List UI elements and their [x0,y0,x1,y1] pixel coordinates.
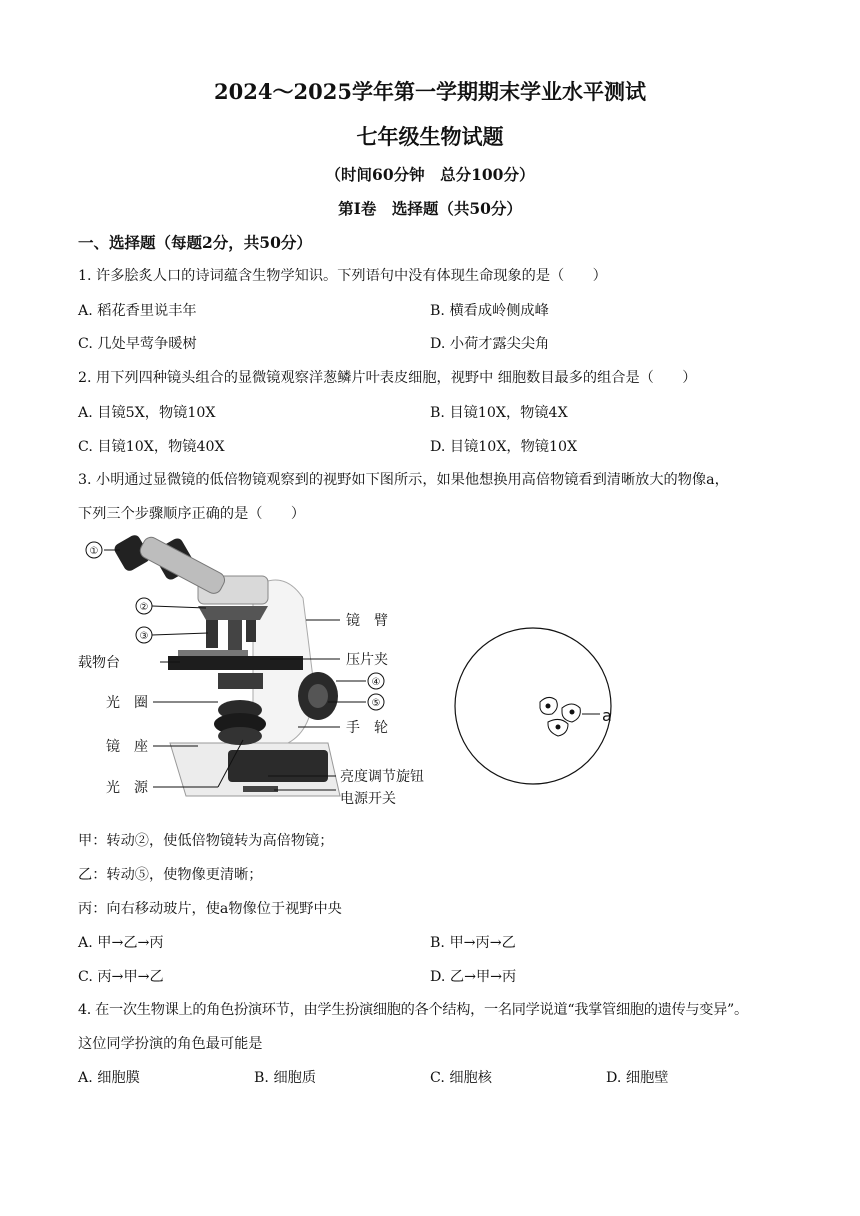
q2-option-a: A. 目镜5X，物镜10X [78,405,216,421]
marker-2: ② [139,602,149,613]
marker-5: ⑤ [371,698,381,709]
exam-subtitle: 七年级生物试题 [356,124,504,149]
part-title: 第Ⅰ卷 选择题（共50分） [338,199,522,218]
q1-option-c: C. 几处早莺争暖树 [78,336,197,352]
label-light-source: 光 源 [106,780,148,796]
q2-option-b: B. 目镜10X，物镜4X [430,405,568,421]
label-diaphragm: 光 圈 [106,695,148,711]
q1-option-a: A. 稻花香里说丰年 [78,303,197,319]
label-power-switch: 电源开关 [340,791,396,807]
q3-option-b: B. 甲→丙→乙 [430,935,516,951]
q4-option-d: D. 细胞壁 [606,1070,669,1086]
q1-option-b: B. 横看成岭侧成峰 [430,303,549,319]
field-of-view [455,628,612,784]
marker-4: ④ [371,677,381,688]
question-4-stem-line2: 这位同学扮演的角色最可能是 [78,1036,263,1052]
question-3-stem-line1: 3. 小明通过显微镜的低倍物镜观察到的视野如下图所示，如果他想换用高倍物镜看到清晰放大的物像a， [78,472,729,488]
q3-step-bing: 丙：向右移动玻片，使a物像位于视野中央 [78,901,342,917]
q2-option-d: D. 目镜10X，物镜10X [430,439,578,455]
section-title: 一、选择题（每题2分，共50分） [78,233,312,252]
q3-option-a: A. 甲→乙→丙 [78,935,164,951]
label-handwheel: 手 轮 [346,720,388,736]
label-stage: 载物台 [78,655,120,671]
question-3-stem-line2: 下列三个步骤顺序正确的是（ ） [78,506,306,522]
microscope-illustration [112,533,340,796]
time-info: （时间60分钟 总分100分） [325,165,535,184]
label-brightness-knob: 亮度调节旋钮 [340,769,424,785]
label-arm: 镜 臂 [346,613,388,629]
microscope-diagram [78,528,618,818]
label-clip: 压片夹 [346,652,388,668]
q3-option-d: D. 乙→甲→丙 [430,969,517,985]
question-2-stem: 2. 用下列四种镜头组合的显微镜观察洋葱鳞片叶表皮细胞，视野中 细胞数目最多的组合是（ ） [78,370,697,386]
exam-title: 2024～2025学年第一学期期末学业水平测试 [214,79,646,104]
label-base: 镜 座 [106,739,148,755]
marker-1: ① [89,546,99,557]
question-1-stem: 1. 许多脍炙人口的诗词蕴含生物学知识。下列语句中没有体现生命现象的是（ ） [78,268,607,284]
q4-option-c: C. 细胞核 [430,1070,492,1086]
field-label-a: a [602,706,612,725]
q4-option-b: B. 细胞质 [254,1070,317,1086]
marker-3: ③ [139,631,149,642]
q3-option-c: C. 丙→甲→乙 [78,969,164,985]
q2-option-c: C. 目镜10X，物镜40X [78,439,225,455]
question-4-stem-line1: 4. 在一次生物课上的角色扮演环节，由学生扮演细胞的各个结构，一名同学说道“我掌管细胞的遗传与变异”。 [78,1002,748,1018]
q3-step-yi: 乙：转动⑤，使物像更清晰； [78,867,263,883]
q3-step-jia: 甲：转动②，使低倍物镜转为高倍物镜； [78,833,334,849]
q4-option-a: A. 细胞膜 [78,1070,140,1086]
q1-option-d: D. 小荷才露尖尖角 [430,336,550,352]
